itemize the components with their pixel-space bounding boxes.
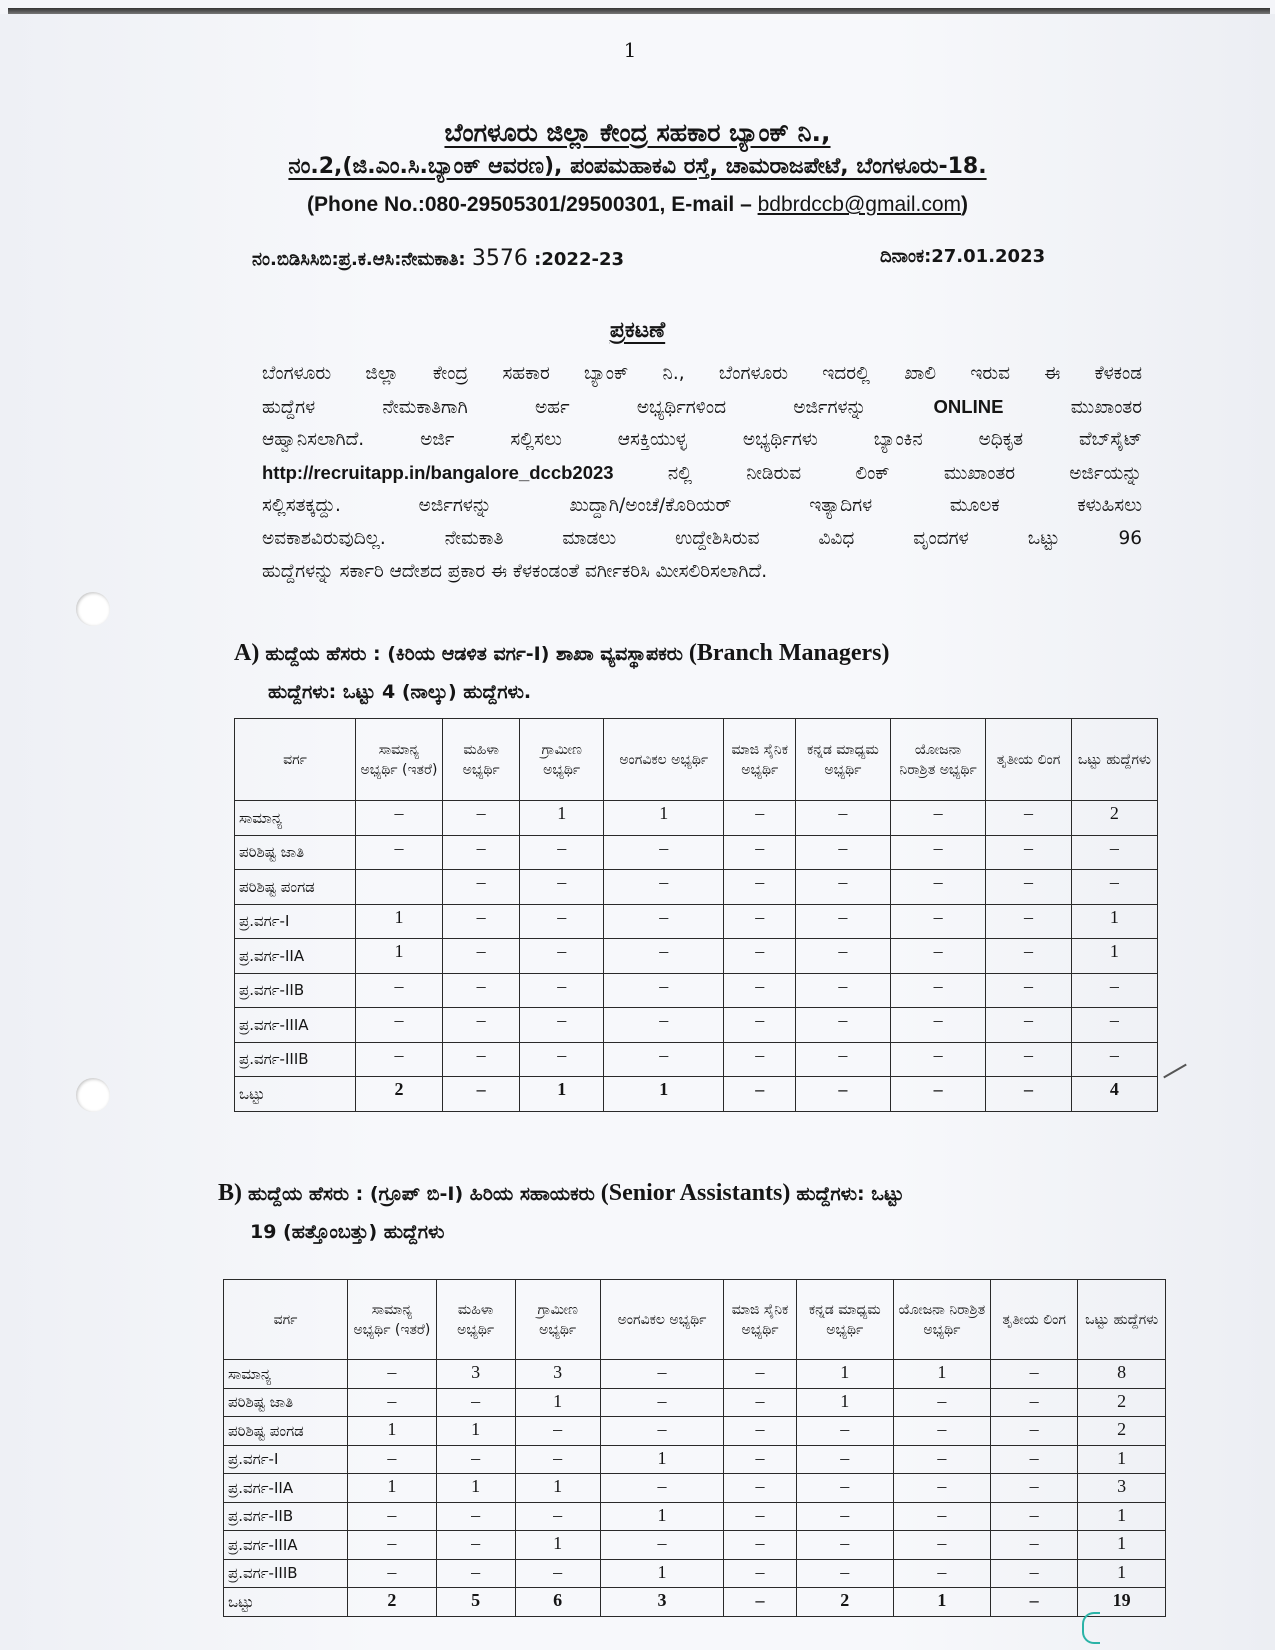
value-cell: – [991, 1531, 1078, 1560]
column-header: ಯೋಜನಾ ನಿರಾಶ್ರಿತ ಅಭ್ಯರ್ಥಿ [890, 719, 985, 801]
value-cell: 2 [1078, 1388, 1166, 1417]
value-cell: – [515, 1445, 600, 1474]
value-cell: – [724, 939, 796, 974]
section-label: A) [234, 640, 260, 666]
column-header: ಮಹಿಳಾ ಅಭ್ಯರ್ಥಿ [436, 1280, 515, 1360]
category-cell: ಪ್ರ.ವರ್ಗ-I [224, 1445, 348, 1474]
value-cell: 1 [515, 1474, 600, 1503]
value-cell: – [442, 939, 519, 974]
paragraph-line: ಅವಕಾಶವಿರುವುದಿಲ್ಲ. ನೇಮಕಾತಿ ಮಾಡಲು ಉದ್ದೇಶಿಸಿರುವ ವಿವಿಧ ವೃಂದಗಳ ಒಟ್ಟು 96 [262, 527, 1142, 549]
value-cell: – [724, 1559, 797, 1588]
column-header: ತೃತೀಯ ಲಿಂಗ [986, 719, 1071, 801]
page-number: 1 [623, 38, 637, 62]
value-cell: 3 [600, 1588, 723, 1617]
column-header: ಒಟ್ಟು ಹುದ್ದೆಗಳು [1078, 1280, 1166, 1360]
section-a-subtitle [268, 678, 531, 705]
value-cell: – [442, 801, 519, 836]
value-cell: – [724, 904, 796, 939]
value-cell: – [1071, 870, 1157, 905]
value-cell: – [893, 1417, 990, 1446]
paragraph-line: ಬೆಂಗಳೂರು ಜಿಲ್ಲಾ ಕೇಂದ್ರ ಸಹಕಾರ ಬ್ಯಾಂಕ್ ನಿ., ಬೆಂಗಳೂರು ಇದರಲ್ಲಿ ಖಾಲಿ ಇರುವ ಈ ಕೆಳಕಂಡ [262, 363, 1142, 384]
table-senior-assistants [223, 1279, 1166, 1617]
value-cell: – [724, 1417, 797, 1446]
section-subtitle: 19 (ಹತ್ತೊಂಬತ್ತು) ಹುದ್ದೆಗಳು [250, 1221, 445, 1243]
value-cell: – [1071, 1008, 1157, 1043]
category-cell: ಒಟ್ಟು [224, 1588, 348, 1617]
value-cell: – [986, 1077, 1071, 1112]
bank-address [0, 154, 1275, 179]
value-cell: – [520, 870, 604, 905]
category-cell: ಒಟ್ಟು [235, 1077, 356, 1112]
section-label: B) [218, 1180, 242, 1206]
value-cell: 1 [348, 1417, 437, 1446]
value-cell: 1 [1078, 1559, 1166, 1588]
table-row [224, 1531, 1166, 1560]
section-title-en: (Branch Managers) [688, 640, 890, 666]
value-cell: – [991, 1388, 1078, 1417]
value-cell: 1 [348, 1474, 437, 1503]
value-cell: – [600, 1474, 723, 1503]
category-cell: ಪ್ರ.ವರ್ಗ-IIIB [235, 1042, 356, 1077]
value-cell: – [604, 835, 724, 870]
value-cell: – [796, 1042, 891, 1077]
value-cell: 1 [604, 1077, 724, 1112]
value-cell: 6 [515, 1588, 600, 1617]
value-cell [355, 870, 442, 905]
value-cell: – [986, 939, 1071, 974]
value-cell: – [442, 870, 519, 905]
value-cell: – [724, 1445, 797, 1474]
value-cell: – [890, 870, 985, 905]
contact-suffix: ) [961, 193, 968, 216]
table-row [235, 939, 1158, 974]
value-cell: – [893, 1445, 990, 1474]
value-cell: 2 [1078, 1417, 1166, 1446]
ref-number: 3576 [471, 246, 528, 271]
value-cell: 1 [355, 904, 442, 939]
table-row [224, 1559, 1166, 1588]
value-cell: – [348, 1502, 437, 1531]
value-cell: – [724, 1388, 797, 1417]
value-cell: 1 [893, 1588, 990, 1617]
punch-hole [76, 592, 110, 626]
value-cell: – [348, 1445, 437, 1474]
section-title-kn: ಹುದ್ದೆಯ ಹೆಸರು : (ಗ್ರೂಪ್ ಬಿ-I) ಹಿರಿಯ ಸಹಾಯಕರು [248, 1183, 595, 1205]
value-cell: – [442, 904, 519, 939]
value-cell: 1 [604, 801, 724, 836]
value-cell: – [991, 1474, 1078, 1503]
value-cell: – [520, 1008, 604, 1043]
value-cell: – [991, 1588, 1078, 1617]
section-subtitle: ಹುದ್ದೆಗಳು: ಒಟ್ಟು 4 (ನಾಲ್ಕು) ಹುದ್ದೆಗಳು. [268, 681, 532, 703]
phone-text: (Phone No.:080-29505301/29500301, E-mail – [307, 193, 758, 216]
section-title-en: (Senior Assistants) [600, 1180, 791, 1206]
table-row [224, 1360, 1166, 1389]
table-row [235, 870, 1158, 905]
value-cell: – [442, 835, 519, 870]
value-cell: 1 [436, 1474, 515, 1503]
category-cell: ಪ್ರ.ವರ್ಗ-IIA [235, 939, 356, 974]
column-header: ಯೋಜನಾ ನಿರಾಶ್ರಿತ ಅಭ್ಯರ್ಥಿ [893, 1280, 990, 1360]
value-cell: – [796, 1559, 893, 1588]
table-row [224, 1445, 1166, 1474]
value-cell: – [893, 1502, 990, 1531]
value-cell: – [893, 1559, 990, 1588]
table-row [235, 904, 1158, 939]
column-header: ತೃತೀಯ ಲಿಂಗ [991, 1280, 1078, 1360]
value-cell: – [890, 1042, 985, 1077]
value-cell: – [890, 1077, 985, 1112]
value-cell: – [724, 835, 796, 870]
value-cell: – [355, 801, 442, 836]
value-cell: – [890, 835, 985, 870]
category-cell: ಪ್ರ.ವರ್ಗ-IIIB [224, 1559, 348, 1588]
table-row [224, 1502, 1166, 1531]
value-cell: – [604, 1008, 724, 1043]
value-cell: – [724, 1502, 797, 1531]
value-cell: – [893, 1388, 990, 1417]
column-header: ವರ್ಗ [235, 719, 356, 801]
value-cell: – [796, 973, 891, 1008]
value-cell: – [796, 1474, 893, 1503]
value-cell: 1 [520, 1077, 604, 1112]
value-cell: – [796, 939, 891, 974]
value-cell: – [355, 835, 442, 870]
column-header: ಸಾಮಾನ್ಯ ಅಭ್ಯರ್ಥಿ (ಇತರೆ) [355, 719, 442, 801]
paragraph-line [262, 391, 1142, 425]
section-b-title [218, 1180, 1118, 1207]
value-cell: – [986, 973, 1071, 1008]
value-cell: – [796, 1502, 893, 1531]
value-cell: 1 [600, 1445, 723, 1474]
value-cell: – [796, 1417, 893, 1446]
value-cell: – [724, 973, 796, 1008]
value-cell: – [796, 870, 891, 905]
value-cell: 1 [1071, 939, 1157, 974]
value-cell: – [991, 1559, 1078, 1588]
value-cell: 1 [600, 1559, 723, 1588]
value-cell: – [515, 1417, 600, 1446]
value-cell: – [604, 870, 724, 905]
website-link[interactable]: http://recruitapp.in/bangalore_dccb2023 [262, 461, 614, 483]
value-cell: – [724, 870, 796, 905]
table-row [235, 835, 1158, 870]
value-cell: – [796, 1077, 891, 1112]
value-cell: – [348, 1559, 437, 1588]
value-cell: 19 [1078, 1588, 1166, 1617]
value-cell: – [991, 1417, 1078, 1446]
bank-name-text: ಬೆಂಗಳೂರು ಜಿಲ್ಲಾ ಕೇಂದ್ರ ಸಹಕಾರ ಬ್ಯಾಂಕ್ ನಿ., [444, 118, 831, 147]
value-cell: – [436, 1388, 515, 1417]
value-cell: – [515, 1502, 600, 1531]
value-cell: – [796, 835, 891, 870]
category-cell: ಸಾಮಾನ್ಯ [224, 1360, 348, 1389]
value-cell: – [991, 1445, 1078, 1474]
column-header: ಅಂಗವಿಕಲ ಅಭ್ಯರ್ಥಿ [600, 1280, 723, 1360]
category-cell: ಪ್ರ.ವರ್ಗ-I [235, 904, 356, 939]
value-cell: – [986, 904, 1071, 939]
column-header: ಒಟ್ಟು ಹುದ್ದೆಗಳು [1071, 719, 1157, 801]
value-cell: – [890, 973, 985, 1008]
category-cell: ಪ್ರ.ವರ್ಗ-IIB [235, 973, 356, 1008]
category-cell: ಪ್ರ.ವರ್ಗ-IIIA [235, 1008, 356, 1043]
value-cell: – [796, 1445, 893, 1474]
table-row [235, 973, 1158, 1008]
column-header: ಮಾಜಿ ಸೈನಿಕ ಅಭ್ಯರ್ಥಿ [724, 1280, 797, 1360]
column-header: ಸಾಮಾನ್ಯ ಅಭ್ಯರ್ಥಿ (ಇತರೆ) [348, 1280, 437, 1360]
value-cell: – [986, 1042, 1071, 1077]
bank-address-text: ನಂ.2,(ಜಿ.ಎಂ.ಸಿ.ಬ್ಯಾಂಕ್ ಆವರಣ), ಪಂಪಮಹಾಕವಿ ರಸ್ತೆ, ಚಾಮರಾಜಪೇಟೆ, ಬೆಂಗಳೂರು-18. [288, 154, 987, 179]
value-cell: – [724, 1077, 796, 1112]
contact-line [0, 193, 1275, 217]
category-cell: ಪ್ರ.ವರ್ಗ-IIA [224, 1474, 348, 1503]
paragraph-line: ಸಲ್ಲಿಸತಕ್ಕದ್ದು. ಅರ್ಜಿಗಳನ್ನು ಖುದ್ದಾಗಿ/ಅಂಚೆ/ಕೊರಿಯರ್ ಇತ್ಯಾದಿಗಳ ಮೂಲಕ ಕಳುಹಿಸಲು [262, 495, 1142, 517]
value-cell: 2 [1071, 801, 1157, 836]
table-row [235, 1042, 1158, 1077]
column-header: ವರ್ಗ [224, 1280, 348, 1360]
value-cell: – [436, 1502, 515, 1531]
value-cell: – [600, 1360, 723, 1389]
value-cell: 4 [1071, 1077, 1157, 1112]
value-cell: – [436, 1531, 515, 1560]
value-cell: 1 [515, 1388, 600, 1417]
value-cell: – [890, 1008, 985, 1043]
value-cell: 5 [436, 1588, 515, 1617]
value-cell: – [520, 835, 604, 870]
value-cell: 1 [600, 1502, 723, 1531]
value-cell: – [724, 801, 796, 836]
value-cell: – [520, 1042, 604, 1077]
value-cell: – [348, 1360, 437, 1389]
punch-hole [76, 1078, 110, 1112]
category-cell: ಪರಿಶಿಷ್ಟ ಜಾತಿ [235, 835, 356, 870]
table-row [235, 1008, 1158, 1043]
value-cell: – [890, 939, 985, 974]
value-cell: – [796, 1531, 893, 1560]
value-cell: 1 [1078, 1502, 1166, 1531]
table-row [224, 1388, 1166, 1417]
notice-heading [0, 318, 1275, 343]
value-cell: – [724, 1042, 796, 1077]
table-row [224, 1474, 1166, 1503]
value-cell: 1 [796, 1360, 893, 1389]
value-cell: – [890, 801, 985, 836]
value-cell: – [520, 939, 604, 974]
value-cell: – [348, 1531, 437, 1560]
value-cell: – [986, 801, 1071, 836]
reference-number [252, 246, 624, 271]
signature-mark [1082, 1612, 1100, 1644]
value-cell: – [515, 1559, 600, 1588]
value-cell: 3 [436, 1360, 515, 1389]
value-cell: – [348, 1388, 437, 1417]
total-row [235, 1077, 1158, 1112]
value-cell: – [442, 1077, 519, 1112]
column-header: ಕನ್ನಡ ಮಾಧ್ಯಮ ಅಭ್ಯರ್ಥಿ [796, 1280, 893, 1360]
value-cell: – [893, 1531, 990, 1560]
category-cell: ಪ್ರ.ವರ್ಗ-IIIA [224, 1531, 348, 1560]
document-date: ದಿನಾಂಕ:27.01.2023 [880, 246, 1046, 267]
value-cell: 1 [1078, 1531, 1166, 1560]
category-cell: ಸಾಮಾನ್ಯ [235, 801, 356, 836]
value-cell: – [1071, 835, 1157, 870]
value-cell: – [986, 835, 1071, 870]
total-row [224, 1588, 1166, 1617]
ref-prefix: ನಂ.ಬಿಡಿಸಿಸಿಬಿ:ಪ್ರ.ಕ.ಆಸಿ:ನೇಮಕಾತಿ: [252, 249, 472, 270]
notice-paragraph [262, 358, 1142, 588]
value-cell: 1 [355, 939, 442, 974]
value-cell: – [796, 801, 891, 836]
line-text: ನಲ್ಲಿ ನೀಡಿರುವ ಲಿಂಕ್ ಮುಖಾಂತರ ಅರ್ಜಿಯನ್ನು [667, 462, 1142, 484]
value-cell: 3 [1078, 1474, 1166, 1503]
value-cell: – [355, 973, 442, 1008]
value-cell: – [604, 904, 724, 939]
table-row [235, 801, 1158, 836]
value-cell: – [442, 1042, 519, 1077]
value-cell: 1 [436, 1417, 515, 1446]
online-keyword: ONLINE [933, 395, 1004, 417]
value-cell: 2 [796, 1588, 893, 1617]
section-b-subtitle [250, 1218, 444, 1245]
line-text: ಮುಖಾಂತರ [1070, 396, 1142, 418]
value-cell: – [604, 939, 724, 974]
section-title-kn: ಹುದ್ದೆಯ ಹೆಸರು : (ಕಿರಿಯ ಆಡಳಿತ ವರ್ಗ-I) ಶಾಖಾ ವ್ಯವಸ್ಥಾಪಕರು [265, 643, 683, 665]
email-link[interactable]: bdbrdccb@gmail.com [757, 193, 961, 216]
value-cell: – [724, 1474, 797, 1503]
value-cell: – [604, 1042, 724, 1077]
value-cell: – [796, 904, 891, 939]
category-cell: ಪರಿಶಿಷ್ಟ ಜಾತಿ [224, 1388, 348, 1417]
value-cell: – [796, 1008, 891, 1043]
value-cell: – [724, 1008, 796, 1043]
notice-heading-text: ಪ್ರಕಟಣೆ [609, 318, 666, 343]
paragraph-line: ಹುದ್ದೆಗಳನ್ನು ಸರ್ಕಾರಿ ಆದೇಶದ ಪ್ರಕಾರ ಈ ಕೆಳಕಂಡಂತೆ ವರ್ಗೀಕರಿಸಿ ಮೀಸಲಿರಿಸಲಾಗಿದೆ. [262, 560, 768, 582]
ref-year: :2022-23 [527, 249, 624, 270]
value-cell: – [600, 1417, 723, 1446]
value-cell: – [520, 973, 604, 1008]
column-header: ಗ್ರಾಮೀಣ ಅಭ್ಯರ್ಥಿ [515, 1280, 600, 1360]
value-cell: – [442, 1008, 519, 1043]
column-header: ಅಂಗವಿಕಲ ಅಭ್ಯರ್ಥಿ [604, 719, 724, 801]
category-cell: ಪರಿಶಿಷ್ಟ ಪಂಗಡ [235, 870, 356, 905]
category-cell: ಪ್ರ.ವರ್ಗ-IIB [224, 1502, 348, 1531]
value-cell: – [600, 1531, 723, 1560]
value-cell: 2 [348, 1588, 437, 1617]
value-cell: – [991, 1502, 1078, 1531]
paragraph-line [262, 457, 1142, 491]
value-cell: – [442, 973, 519, 1008]
value-cell: – [986, 870, 1071, 905]
value-cell: 1 [796, 1388, 893, 1417]
value-cell: – [724, 1588, 797, 1617]
value-cell: 1 [515, 1531, 600, 1560]
value-cell: – [986, 1008, 1071, 1043]
paragraph-line: ಆಹ್ವಾನಿಸಲಾಗಿದೆ. ಅರ್ಜಿ ಸಲ್ಲಿಸಲು ಆಸಕ್ತಿಯುಳ್ಳ ಅಭ್ಯರ್ಥಿಗಳು ಬ್ಯಾಂಕಿನ ಅಧಿಕೃತ ವೆಬ್‌ಸೈಟ್ [262, 429, 1142, 451]
column-header: ಗ್ರಾಮೀಣ ಅಭ್ಯರ್ಥಿ [520, 719, 604, 801]
table-row [224, 1417, 1166, 1446]
value-cell: – [436, 1559, 515, 1588]
column-header: ಮಾಜಿ ಸೈನಿಕ ಅಭ್ಯರ್ಥಿ [724, 719, 796, 801]
column-header: ಕನ್ನಡ ಮಾಧ್ಯಮ ಅಭ್ಯರ್ಥಿ [796, 719, 891, 801]
table-branch-managers [234, 718, 1158, 1112]
value-cell: – [724, 1531, 797, 1560]
value-cell: – [1071, 1042, 1157, 1077]
value-cell: – [724, 1360, 797, 1389]
value-cell: – [604, 973, 724, 1008]
column-header: ಮಹಿಳಾ ಅಭ್ಯರ್ಥಿ [442, 719, 519, 801]
value-cell: 8 [1078, 1360, 1166, 1389]
value-cell: – [355, 1042, 442, 1077]
line-text: ಹುದ್ದೆಗಳ ನೇಮಕಾತಿಗಾಗಿ ಅರ್ಹ ಅಭ್ಯರ್ಥಿಗಳಿಂದ ಅರ್ಜಿಗಳನ್ನು [262, 396, 867, 418]
value-cell: 1 [520, 801, 604, 836]
value-cell: – [355, 1008, 442, 1043]
value-cell: 1 [893, 1360, 990, 1389]
value-cell: – [893, 1474, 990, 1503]
value-cell: 3 [515, 1360, 600, 1389]
bank-name [0, 118, 1275, 148]
value-cell: – [520, 904, 604, 939]
category-cell: ಪರಿಶಿಷ್ಟ ಪಂಗಡ [224, 1417, 348, 1446]
value-cell: 1 [1071, 904, 1157, 939]
section-a-title [234, 640, 890, 667]
value-cell: – [991, 1360, 1078, 1389]
value-cell: – [1071, 973, 1157, 1008]
value-cell: 1 [1078, 1445, 1166, 1474]
value-cell: 2 [355, 1077, 442, 1112]
value-cell: – [436, 1445, 515, 1474]
value-cell: – [600, 1388, 723, 1417]
value-cell: – [890, 904, 985, 939]
section-title-tail: ಹುದ್ದೆಗಳು: ಒಟ್ಟು [796, 1183, 904, 1205]
